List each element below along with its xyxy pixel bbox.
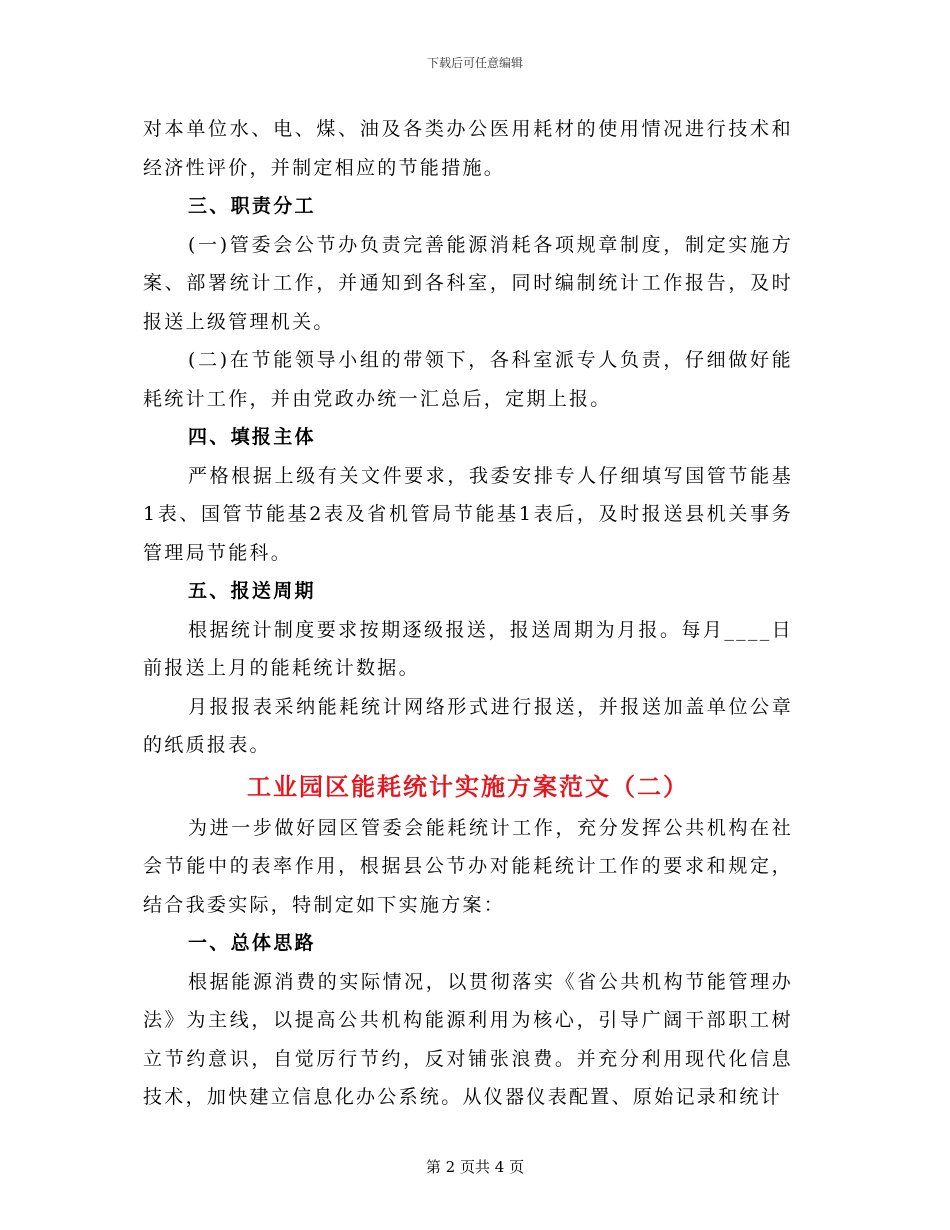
paragraph-report-format: 月报报表采纳能耗统计网络形式进行报送，并报送加盖单位公章的纸质报表。 [143, 695, 793, 756]
section-heading-reporting-entity: 四、填报主体 [188, 426, 316, 448]
document-title: 工业园区能耗统计实施方案范文（二） [247, 771, 689, 801]
paragraph-reporting-cycle: 根据统计制度要求按期逐级报送，报送周期为月报。每月____日前报送上月的能耗统计数据。 [143, 618, 793, 679]
section-heading-reporting-cycle: 五、报送周期 [188, 580, 316, 602]
paragraph-responsibility-two: (二)在节能领导小组的带领下，各科室派专人负责，仔细做好能耗统计工作，并由党政办统一汇总后，定期上报。 [143, 349, 793, 410]
paragraph-reporting-entity: 严格根据上级有关文件要求，我委安排专人仔细填写国管节能基1表、国管节能基2表及省机管局节能基1表后，及时报送县机关事务管理局节能科。 [143, 464, 793, 564]
paragraph-responsibility-one: (一)管委会公节办负责完善能源消耗各项规章制度，制定实施方案、部署统计工作，并通知到各科室，同时编制统计工作报告，及时报送上级管理机关。 [143, 233, 793, 333]
section-heading-responsibilities: 三、职责分工 [188, 195, 316, 217]
paragraph-intro: 为进一步做好园区管委会能耗统计工作，充分发挥公共机构在社会节能中的表率作用，根据县公节办对能耗统计工作的要求和规定，结合我委实际，特制定如下实施方案： [143, 816, 793, 916]
paragraph-continued: 对本单位水、电、煤、油及各类办公医用耗材的使用情况进行技术和经济性评价，并制定相应的节能措施。 [143, 118, 793, 179]
paragraph-overall-approach: 根据能源消费的实际情况，以贯彻落实《省公共机构节能管理办法》为主线，以提高公共机构能源利用为核心，引导广阔干部职工树立节约意识，自觉厉行节约，反对铺张浪费。并充分利用现代化信息技术，加快建立信息化办公系统。从仪器仪表配置、原始记录和统计 [143, 970, 793, 1108]
page-header: 下载后可任意编辑 [426, 56, 523, 70]
page-footer: 第 2 页共 4 页 [425, 1158, 525, 1176]
document-body [143, 110, 793, 1117]
section-heading-overall-approach: 一、总体思路 [188, 932, 316, 954]
